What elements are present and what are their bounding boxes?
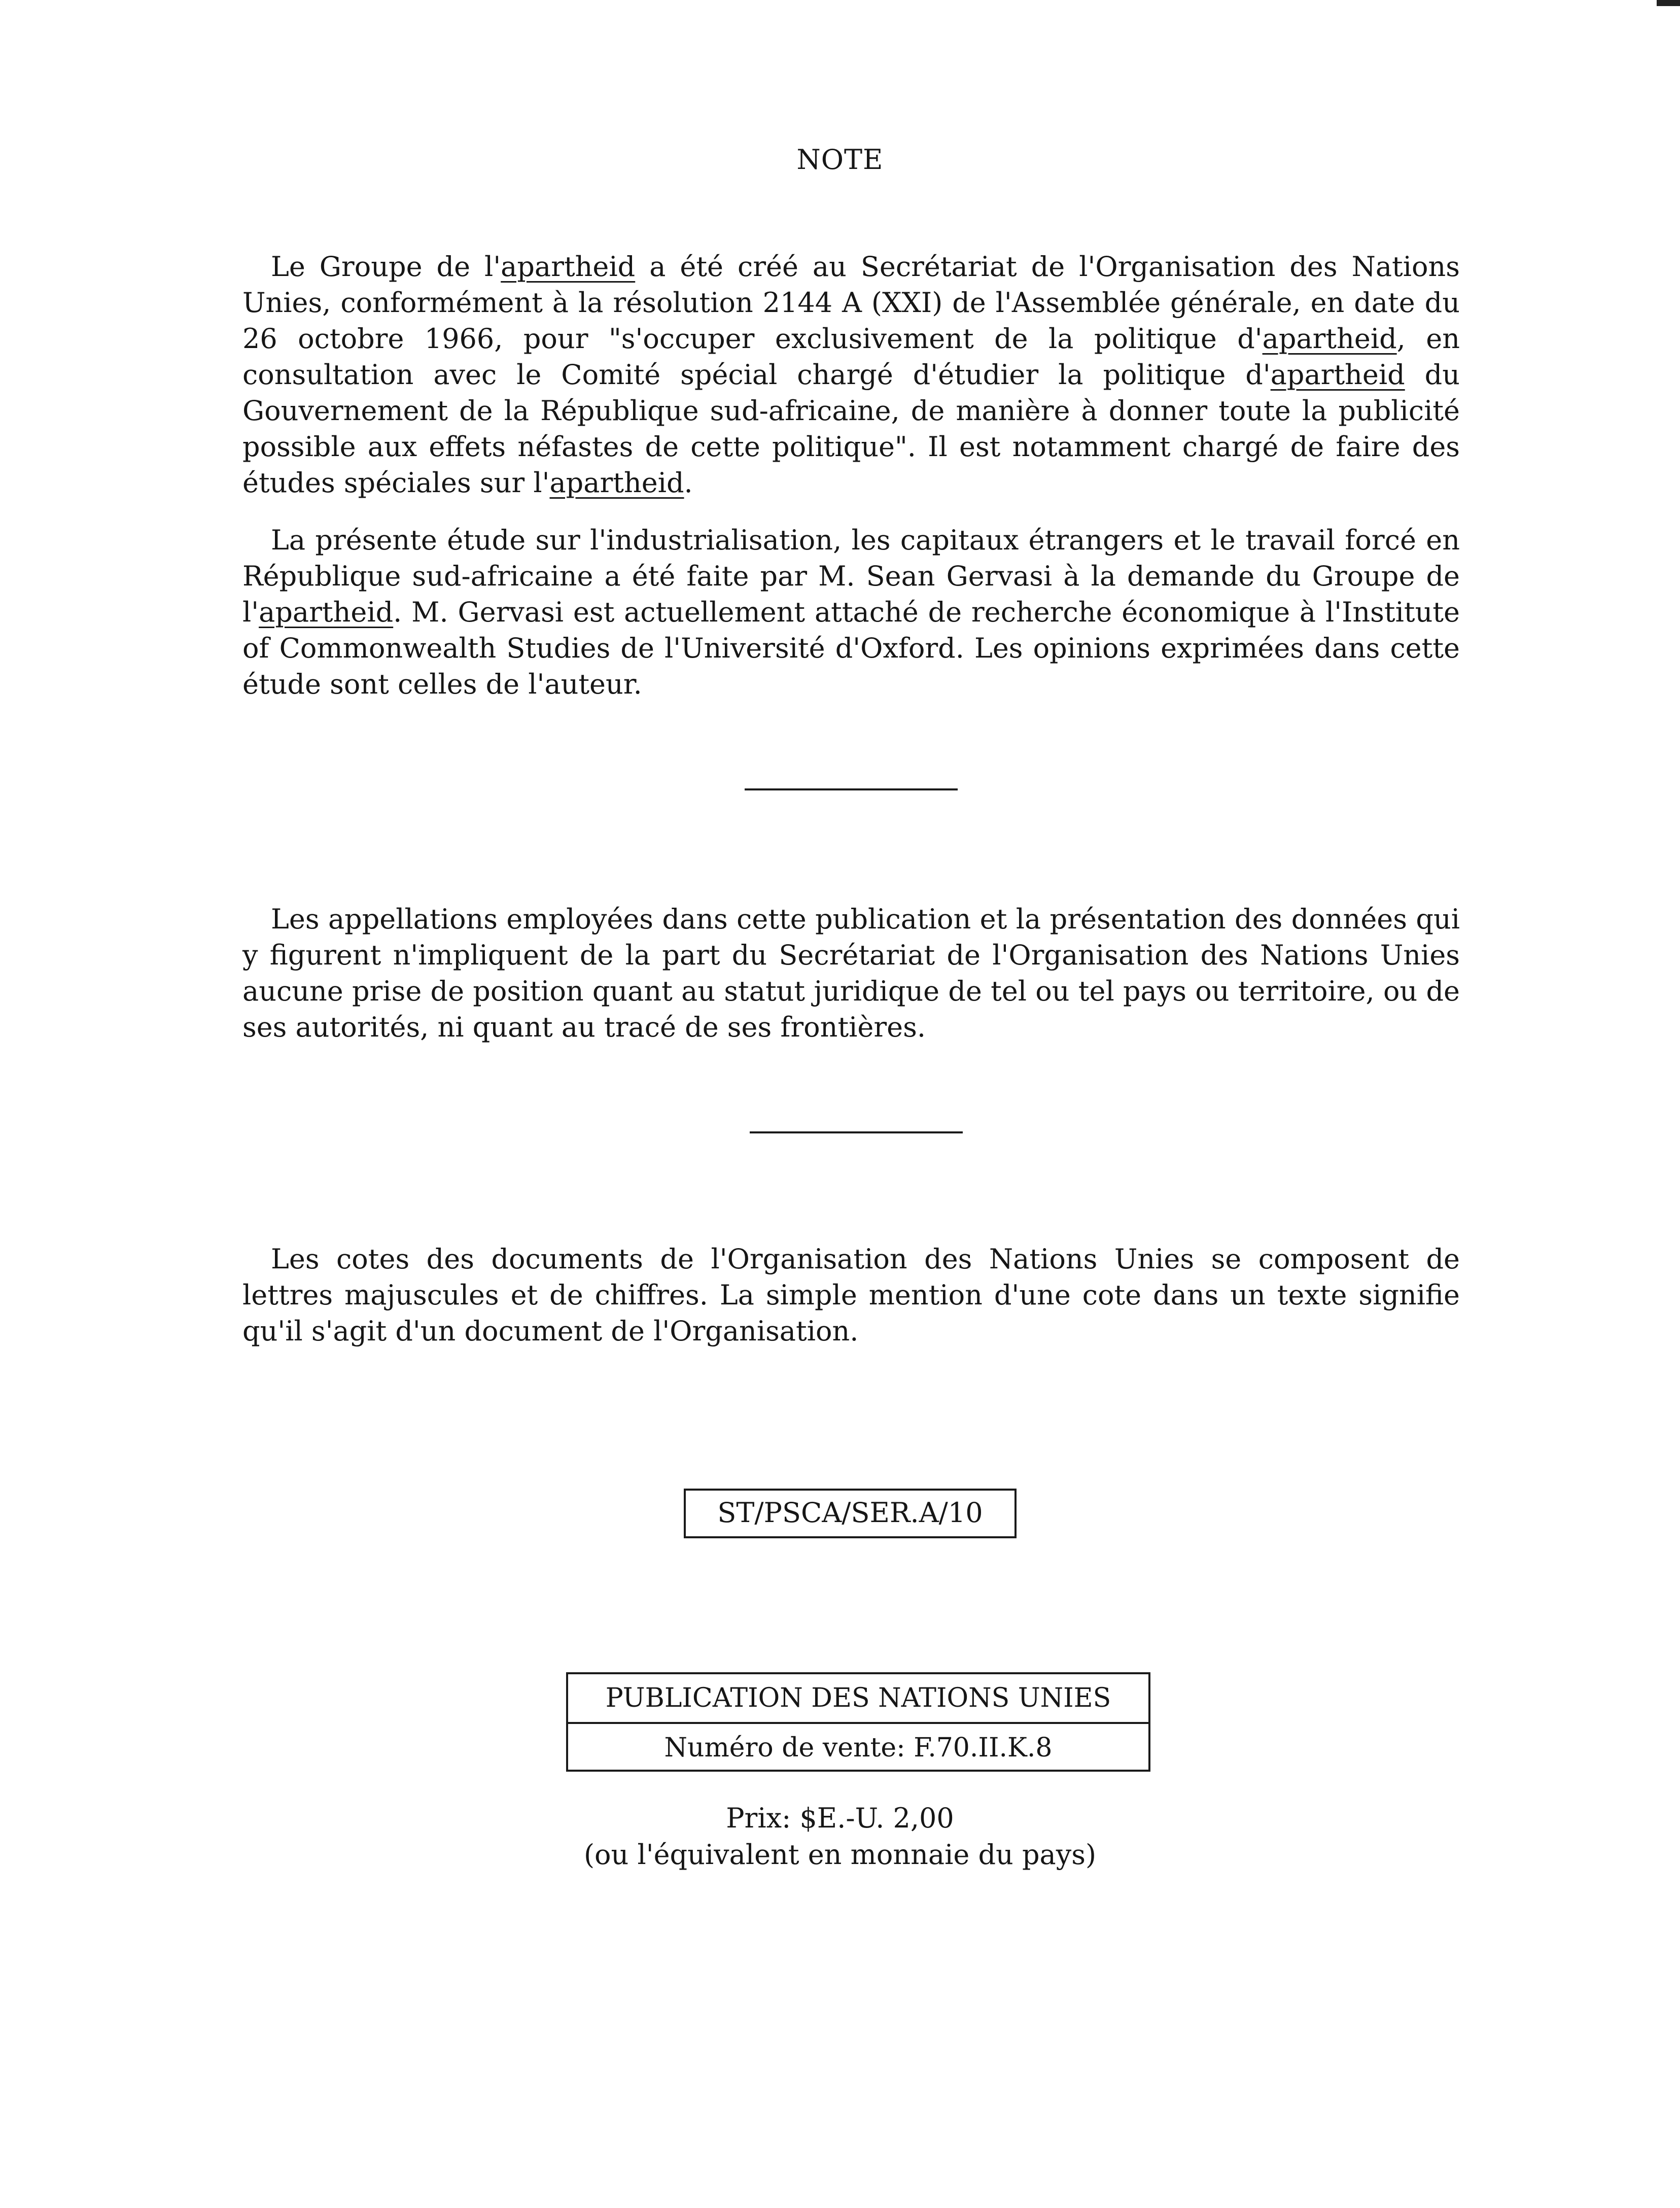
price-equivalent-line: (ou l'équivalent en monnaie du pays): [583, 1839, 1097, 1871]
disclaimer-paragraph: Les appellations employées dans cette publication et la présentation des données qui y figurent n'impliquent de la part du Secrétariat de l'Organisation des Nations Unies aucune prise de position quant au statut juridique de tel ou tel pays ou territoire, ou de ses autorités, ni quant au tracé de ses frontières.: [242, 903, 1460, 1043]
document-symbols-paragraph: Les cotes des documents de l'Organisation des Nations Unies se composent de lettres majuscules et de chiffres. La simple mention d'une cote dans un texte signifie qu'il s'agit d'un document de l'Organisation.: [242, 1243, 1460, 1347]
text-run: La présente étude sur l'industrialisation, les capitaux étrangers et le travail forcé en République sud-africaine a été faite par M. Sean Gervasi à la demande du Groupe de l': [242, 524, 1460, 628]
note-paragraph-1: [242, 249, 1460, 501]
text-run: Le Groupe de l': [271, 251, 501, 283]
text-run: . M. Gervasi est actuellement attaché de recherche économique à l'Institute of Commonwealth Studies de l'Université d'Oxford. Les opinions exprimées dans cette étude sont celles de l'auteur.: [242, 596, 1460, 700]
document-symbol-box: ST/PSCA/SER.A/10: [684, 1489, 1017, 1538]
price-block: [0, 1800, 1680, 1873]
publication-box: [566, 1672, 1150, 1772]
text-run: .: [684, 467, 693, 499]
disclaimer-section: [242, 901, 1460, 1045]
text-run: , en consultation avec le Comité spécial chargé d'étudier la politique d': [242, 323, 1460, 391]
price-line: Prix: $E.-U. 2,00: [726, 1802, 954, 1834]
emphasized-term: apartheid: [1270, 359, 1405, 391]
emphasized-term: apartheid: [259, 596, 394, 628]
note-heading: NOTE: [796, 144, 884, 176]
emphasized-term: apartheid: [1262, 323, 1397, 355]
section-divider-2: [750, 1131, 963, 1133]
text-run: a été créé au Secrétariat de l'Organisation des Nations Unies, conformément à la résolution 2144 A (XXI) de l'Assemblée générale, en date du 26 octobre 1966, pour "s'occuper exclusivement de la politique d': [242, 251, 1460, 355]
note-paragraph-2: [242, 522, 1460, 702]
emphasized-term: apartheid: [549, 467, 684, 499]
note-body: [242, 249, 1460, 702]
scan-mark: [1657, 0, 1680, 6]
publication-title: PUBLICATION DES NATIONS UNIES: [605, 1683, 1111, 1713]
sales-number: Numéro de vente: F.70.II.K.8: [568, 1722, 1148, 1772]
document-symbols-section: [242, 1241, 1460, 1349]
emphasized-term: apartheid: [501, 251, 636, 283]
text-run: du Gouvernement de la République sud-africaine, de manière à donner toute la publicité possible aux effets néfastes de cette politique". Il est notamment chargé de faire des études spéciales sur l': [242, 359, 1460, 499]
section-divider-1: [745, 788, 958, 790]
